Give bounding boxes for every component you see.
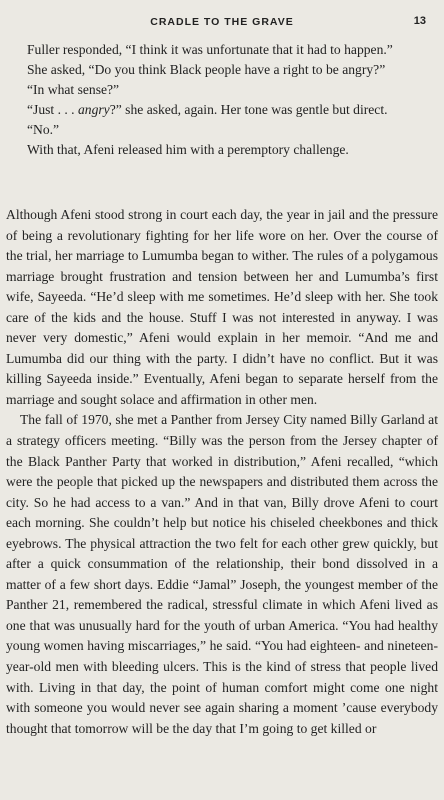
running-title: CRADLE TO THE GRAVE — [150, 16, 294, 28]
excerpt-line: “In what sense?” — [27, 82, 120, 97]
excerpt-line: Fuller responded, “I think it was unfortunate that it had to happen.” — [27, 42, 393, 57]
excerpt-emphasis: angry — [77, 102, 110, 117]
excerpt-text: “Just . . . — [27, 102, 78, 117]
paragraph: The fall of 1970, she met a Panther from Jersey City named Billy Garland at a strategy officers meeting. “Billy was the person from the Jersey chapter of the Black Panther Party that worked in distribution,” Afeni recalled, “which were the people that picked up the newspapers and distributed them across the city. So he had access to a van.” And in that van, Billy drove Afeni to court each morning. She couldn’t help but notice his chiseled cheekbones and thick eyebrows. The physical attraction the two felt for each other grew quickly, but after a quick consummation of the relationship, their bond dissolved in a matter of a few short days. Eddie “Jamal” Joseph, the youngest member of the Panther 21, remembered the radical, stressful climate in which Afeni lived as one that was unusually hard for the youth of urban America. “You had healthy young women having miscarriages,” he said. “You had eighteen- and nineteen-year-old men with bleeding ulcers. This is the kind of stress that people lived with. Living in that day, the point of human comfort might come one night with someone you would never see again sharing a moment ’cause everybody thought that tomorrow will be the day that I’m going to get killed or — [6, 412, 438, 736]
excerpt-line: She asked, “Do you think Black people have a right to be angry?” — [27, 62, 386, 77]
body-text — [6, 205, 438, 739]
excerpt-line — [27, 100, 432, 120]
page-number: 13 — [413, 15, 426, 27]
excerpt-line: With that, Afeni released him with a peremptory challenge. — [27, 142, 349, 157]
dialogue-excerpt — [27, 40, 432, 160]
paragraph: Although Afeni stood strong in court each day, the year in jail and the pressure of being a revolutionary fighting for her life wore on her. Over the course of the trial, her marriage to Lumumba began to wither. The rules of a polygamous marriage brought frustration and tension between her and Lumumba’s first wife, Sayeeda. “He’d sleep with me sometimes. He’d sleep with her. She took care of the kids and the house. Stuff I was not interested in anyway. I was never very domestic,” Afeni would explain in her memoir. “And me and Lumumba did our thing with the party. I didn’t have no conflict. But it was killing Sayeeda inside.” Eventually, Afeni began to separate herself from the marriage and sought solace and affirmation in other men. — [6, 207, 438, 407]
running-head — [0, 14, 444, 34]
excerpt-line: “No.” — [27, 122, 60, 137]
excerpt-text: ?” she asked, again. Her tone was gentle but direct. — [109, 102, 388, 117]
